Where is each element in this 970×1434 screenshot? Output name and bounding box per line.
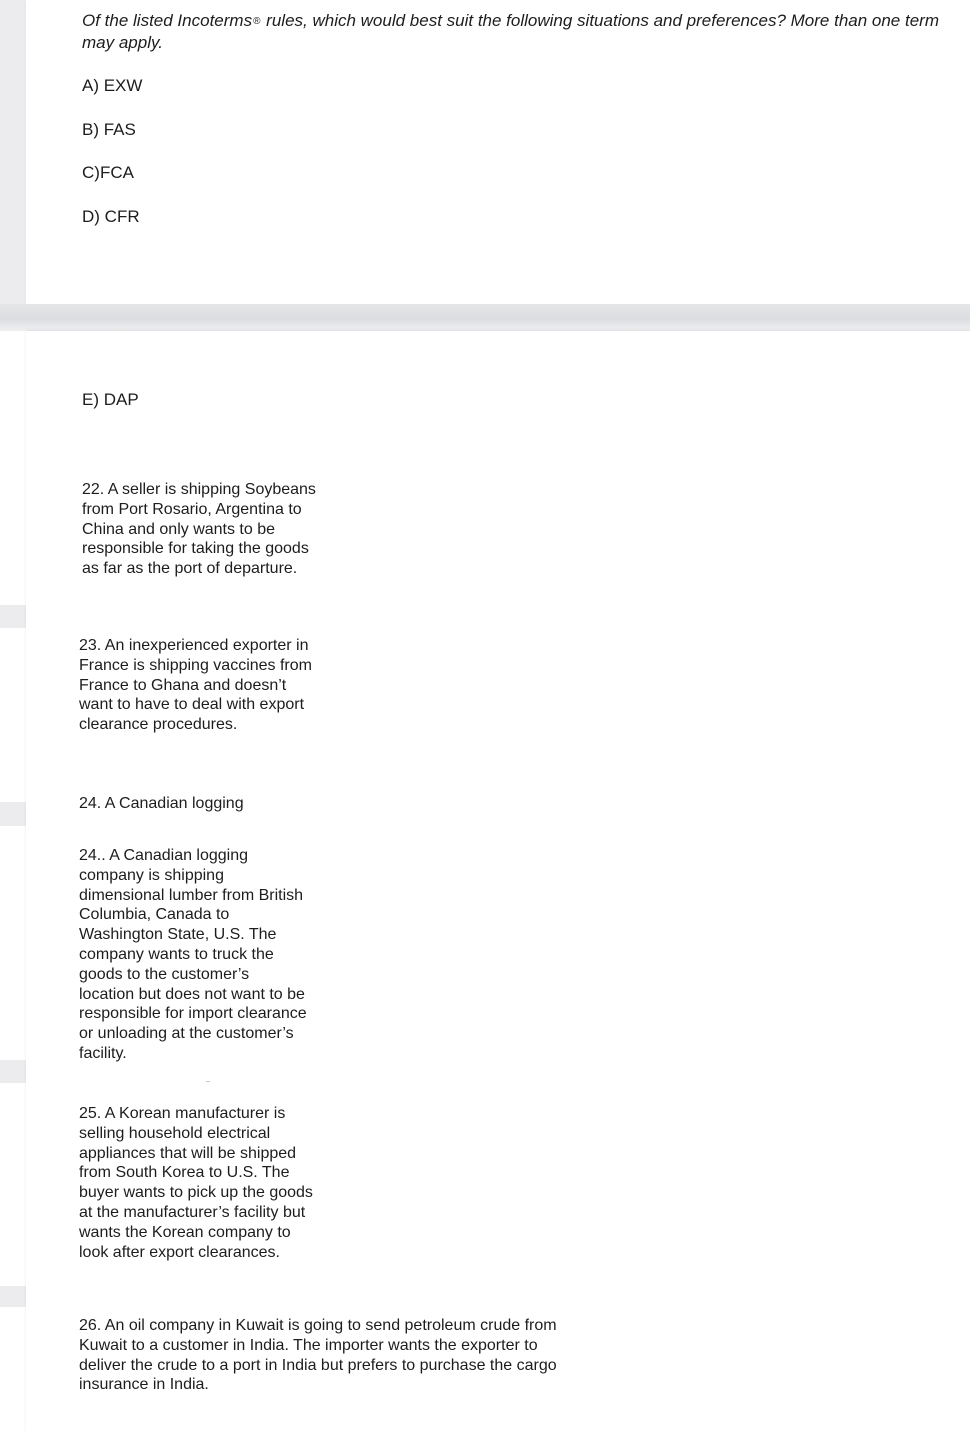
gutter-slice	[0, 628, 26, 802]
question-23: 23. An inexperienced exporter in France is shipping vaccines from France to Ghana and doesn’t want to have to deal with export clearance procedures.	[79, 637, 312, 734]
question-24: 24.. A Canadian logging company is shipping dimensional lumber from British Columbia, Canada to Washington State, U.S. The company wants to truck the goods to the customer’s location but does not want to be responsible for import clearance or unloading at the customer’s facility.	[79, 847, 307, 1062]
gutter-slice	[0, 1083, 26, 1286]
option-d: D) CFR	[82, 207, 140, 226]
gutter-slice	[0, 1307, 26, 1434]
gutter-slice	[0, 826, 26, 1060]
document-page-main	[26, 331, 970, 1434]
option-e: E) DAP	[82, 390, 139, 409]
instructions-end: rules, which would best suit the following situations and preferences? More than one term may apply.	[82, 11, 939, 53]
document-page-top	[26, 0, 970, 304]
page-divider	[0, 304, 970, 331]
question-25: 25. A Korean manufacturer is selling household electrical appliances that will be shipped from South Korea to U.S. The buyer wants to pick up the goods at the manufacturer’s facility but wants the Korean company to look after export clearances.	[79, 1105, 313, 1261]
question-26: 26. An oil company in Kuwait is going to send petroleum crude from Kuwait to a customer in India. The importer wants the exporter to deliver the crude to a port in India but prefers to purchase the cargo insurance in India.	[79, 1317, 557, 1394]
cutoff-text-fragment	[79, 792, 279, 812]
stray-mark	[206, 1081, 210, 1082]
instructions-start: Of the listed Incoterms	[82, 11, 253, 30]
gutter-slice	[0, 331, 26, 605]
instructions-text	[82, 10, 952, 53]
question-22: 22. A seller is shipping Soybeans from Port Rosario, Argentina to China and only wants to be responsible for taking the goods as far as the port of departure.	[82, 481, 316, 578]
registered-symbol: ®	[253, 16, 261, 28]
option-c: C)FCA	[82, 163, 134, 182]
option-a: A) EXW	[82, 76, 143, 95]
option-b: B) FAS	[82, 120, 136, 139]
cutoff-fragment-text: 24. A Canadian logging	[79, 795, 244, 812]
